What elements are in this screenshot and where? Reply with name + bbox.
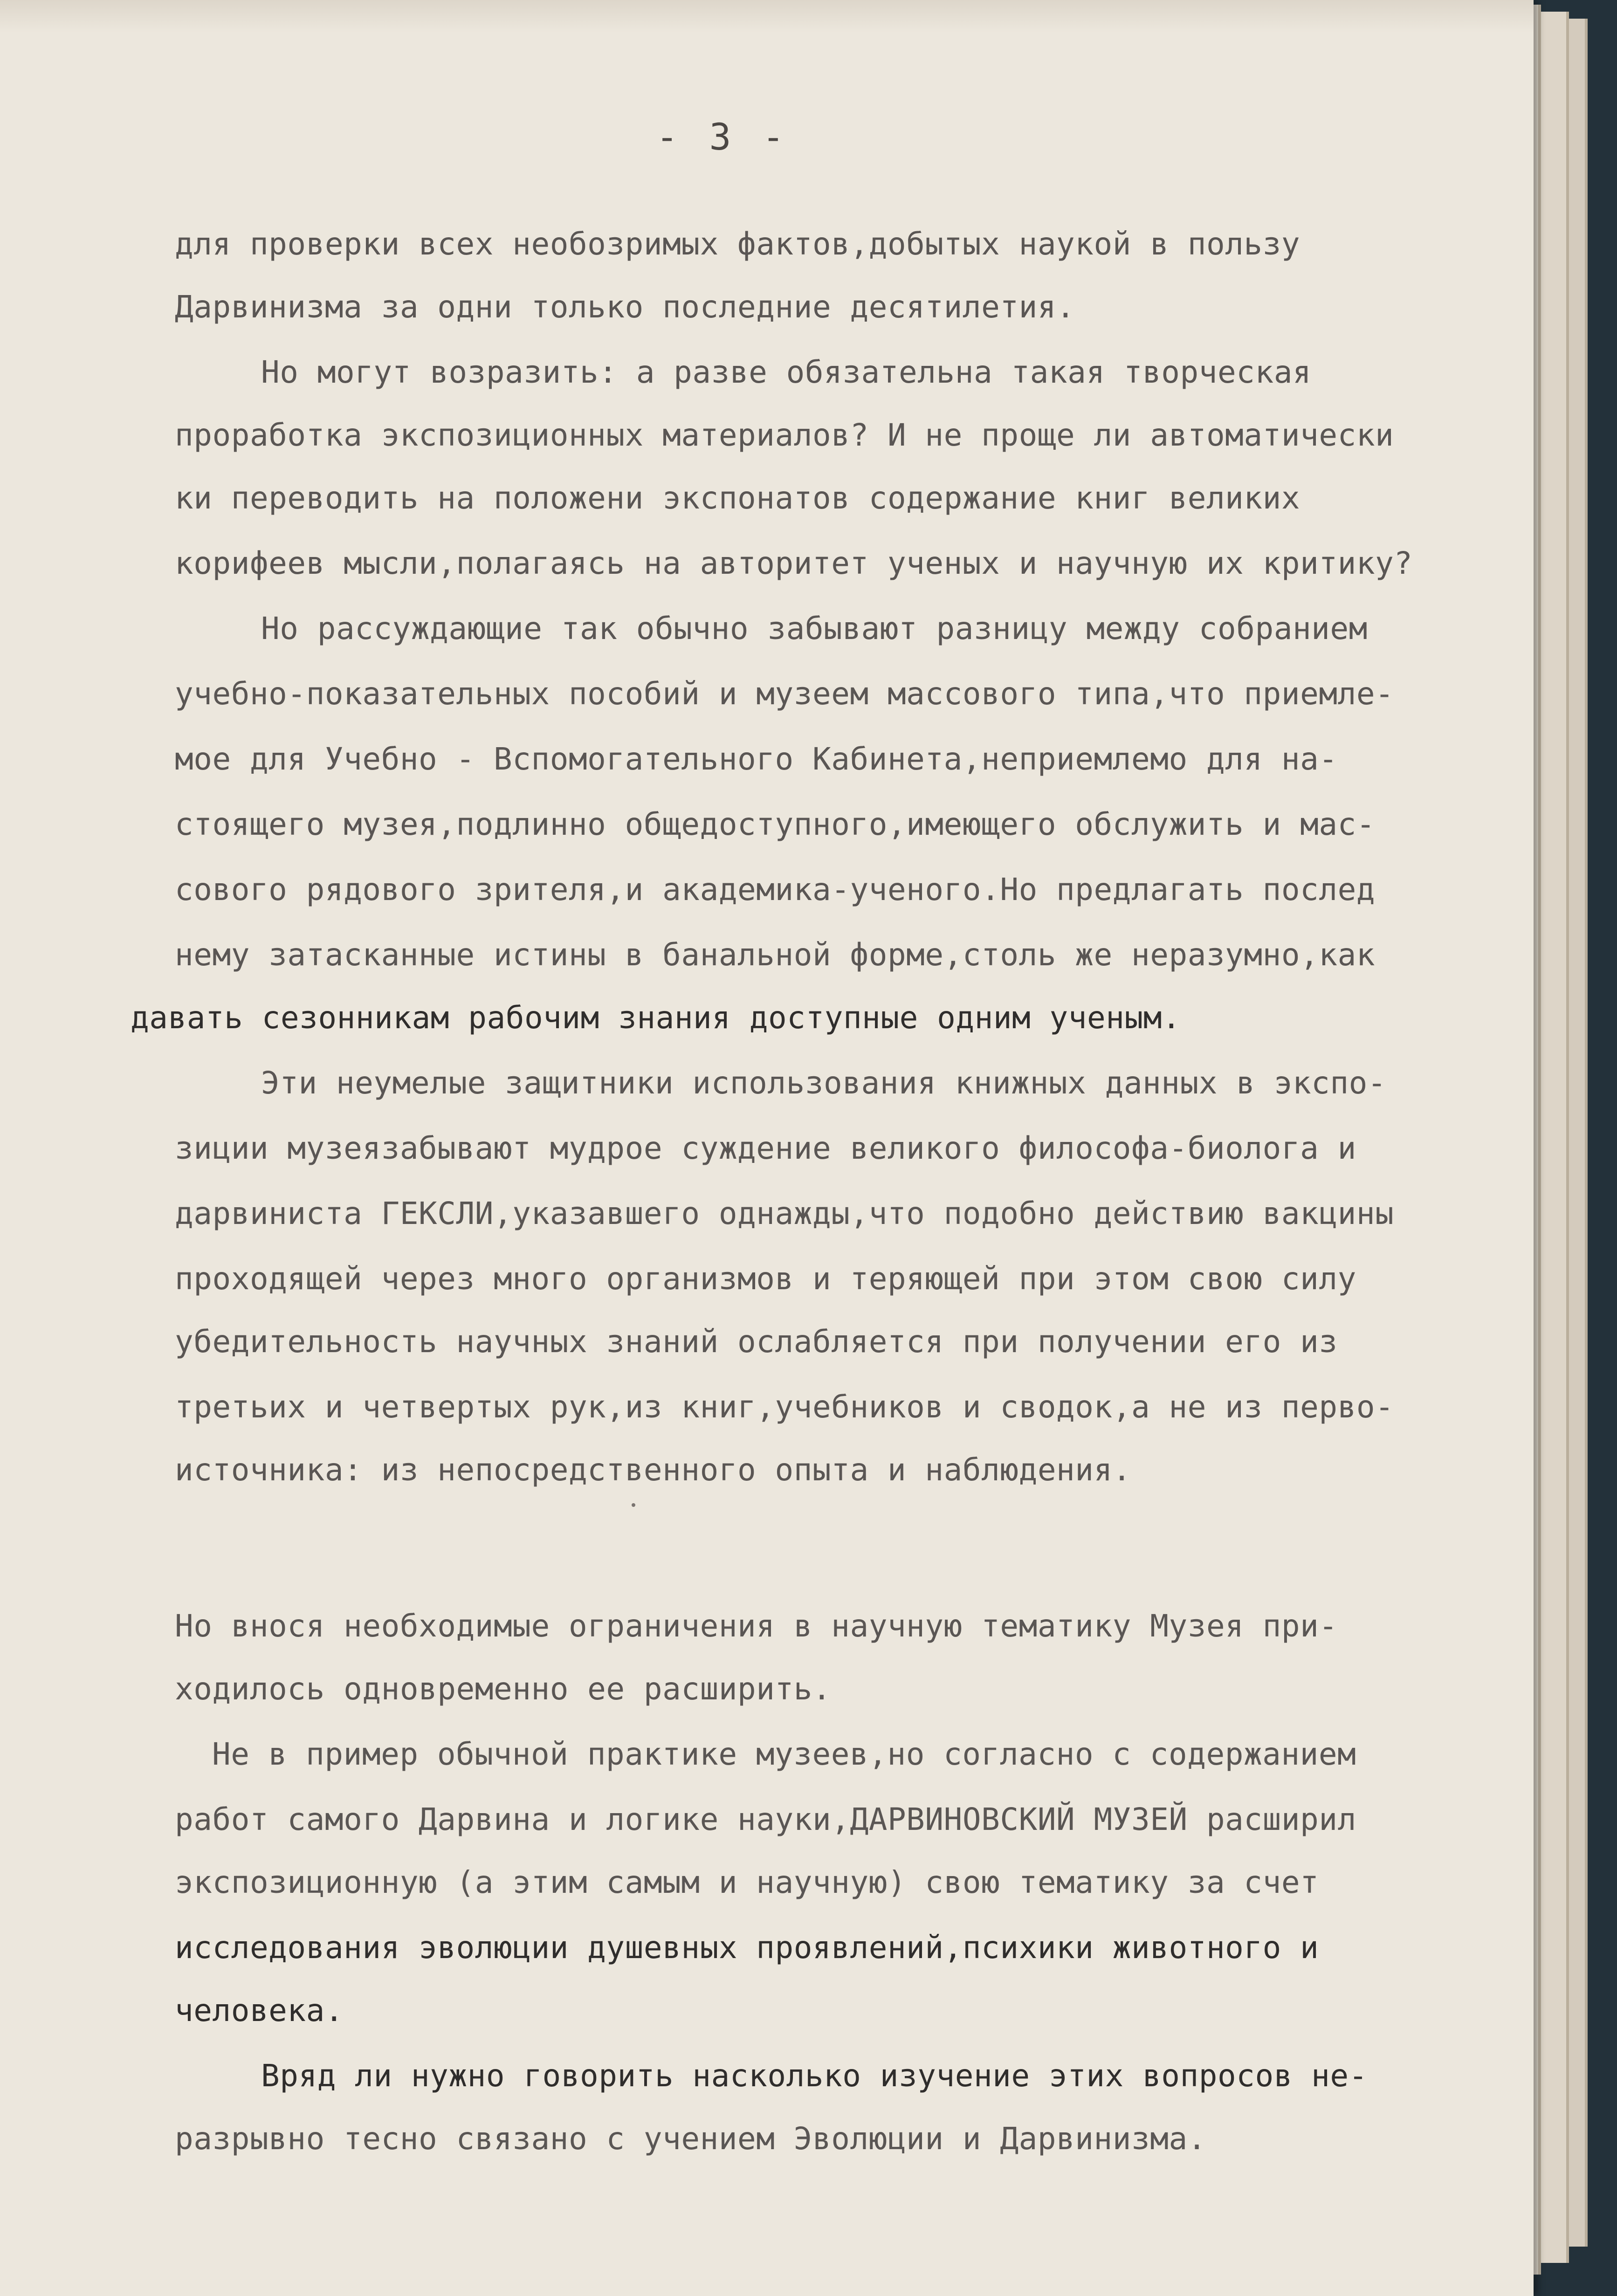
text-line: Но могут возразить: а разве обязательна такая творческая: [261, 354, 1312, 390]
text-line: зиции музеязабывают мудрое суждение великого философа-биолога и: [175, 1130, 1356, 1166]
text-line: дарвиниста ГЕКСЛИ,указавшего однажды,что подобно действию вакцины: [175, 1196, 1394, 1231]
text-line: разрывно тесно связано с учением Эволюции и Дарвинизма.: [175, 2121, 1206, 2157]
text-line: источника: из непосредственного опыта и наблюдения.: [175, 1452, 1132, 1488]
text-line: нему затасканные истины в банальной форме,столь же неразумно,как: [175, 937, 1376, 973]
text-line: давать сезонникам рабочим знания доступные одним ученым.: [131, 1000, 1181, 1036]
text-line: убедительность научных знаний ослабляется при получении его из: [175, 1324, 1338, 1360]
text-line: работ самого Дарвина и логике науки,ДАРВИНОВСКИЙ МУЗЕЙ расширил: [175, 1801, 1356, 1837]
text-line: проработка экспозиционных материалов? И не проще ли автоматически: [175, 417, 1394, 453]
text-line: Эти неумелые защитники использования книжных данных в экспо-: [261, 1065, 1387, 1101]
text-line: мое для Учебно - Вспомогательного Кабинета,неприемлемо для на-: [175, 741, 1338, 777]
text-line: человека.: [175, 1993, 344, 2028]
text-line: Но внося необходимые ограничения в научную тематику Музея при-: [175, 1608, 1338, 1644]
page-number: - 3 -: [656, 117, 789, 158]
ink-dot: [632, 1503, 635, 1507]
text-line: Но рассуждающие так обычно забывают разницу между собранием: [261, 611, 1368, 646]
text-line: ходилось одновременно ее расширить.: [175, 1671, 832, 1707]
text-line: учебно-показательных пособий и музеем массового типа,что приемле-: [175, 676, 1394, 712]
text-line: стоящего музея,подлинно общедоступного,имеющего обслужить и мас-: [175, 806, 1376, 842]
text-line: для проверки всех необозримых фактов,добытых наукой в пользу: [175, 226, 1300, 262]
text-line: сового рядового зрителя,и академика-ученого.Но предлагать послед: [175, 872, 1376, 907]
text-line: Вряд ли нужно говорить насколько изучение этих вопросов не-: [261, 2058, 1368, 2094]
text-line: корифеев мысли,полагаясь на авторитет ученых и научную их критику?: [175, 545, 1413, 581]
text-line: проходящей через много организмов и теряющей при этом свою силу: [175, 1261, 1356, 1297]
text-line: ки переводить на положени экспонатов содержание книг великих: [175, 480, 1300, 516]
text-line: экспозиционную (а этим самым и научную) свою тематику за счет: [175, 1864, 1319, 1900]
text-line: Не в пример обычной практике музеев,но согласно с содержанием: [212, 1736, 1356, 1772]
page-top-edge: [0, 0, 1534, 33]
text-line: исследования эволюции душевных проявлений,психики животного и: [175, 1930, 1319, 1966]
text-line: Дарвинизма за одни только последние десятилетия.: [175, 289, 1075, 325]
text-line: третьих и четвертых рук,из книг,учебников и сводок,а не из перво-: [175, 1389, 1394, 1425]
